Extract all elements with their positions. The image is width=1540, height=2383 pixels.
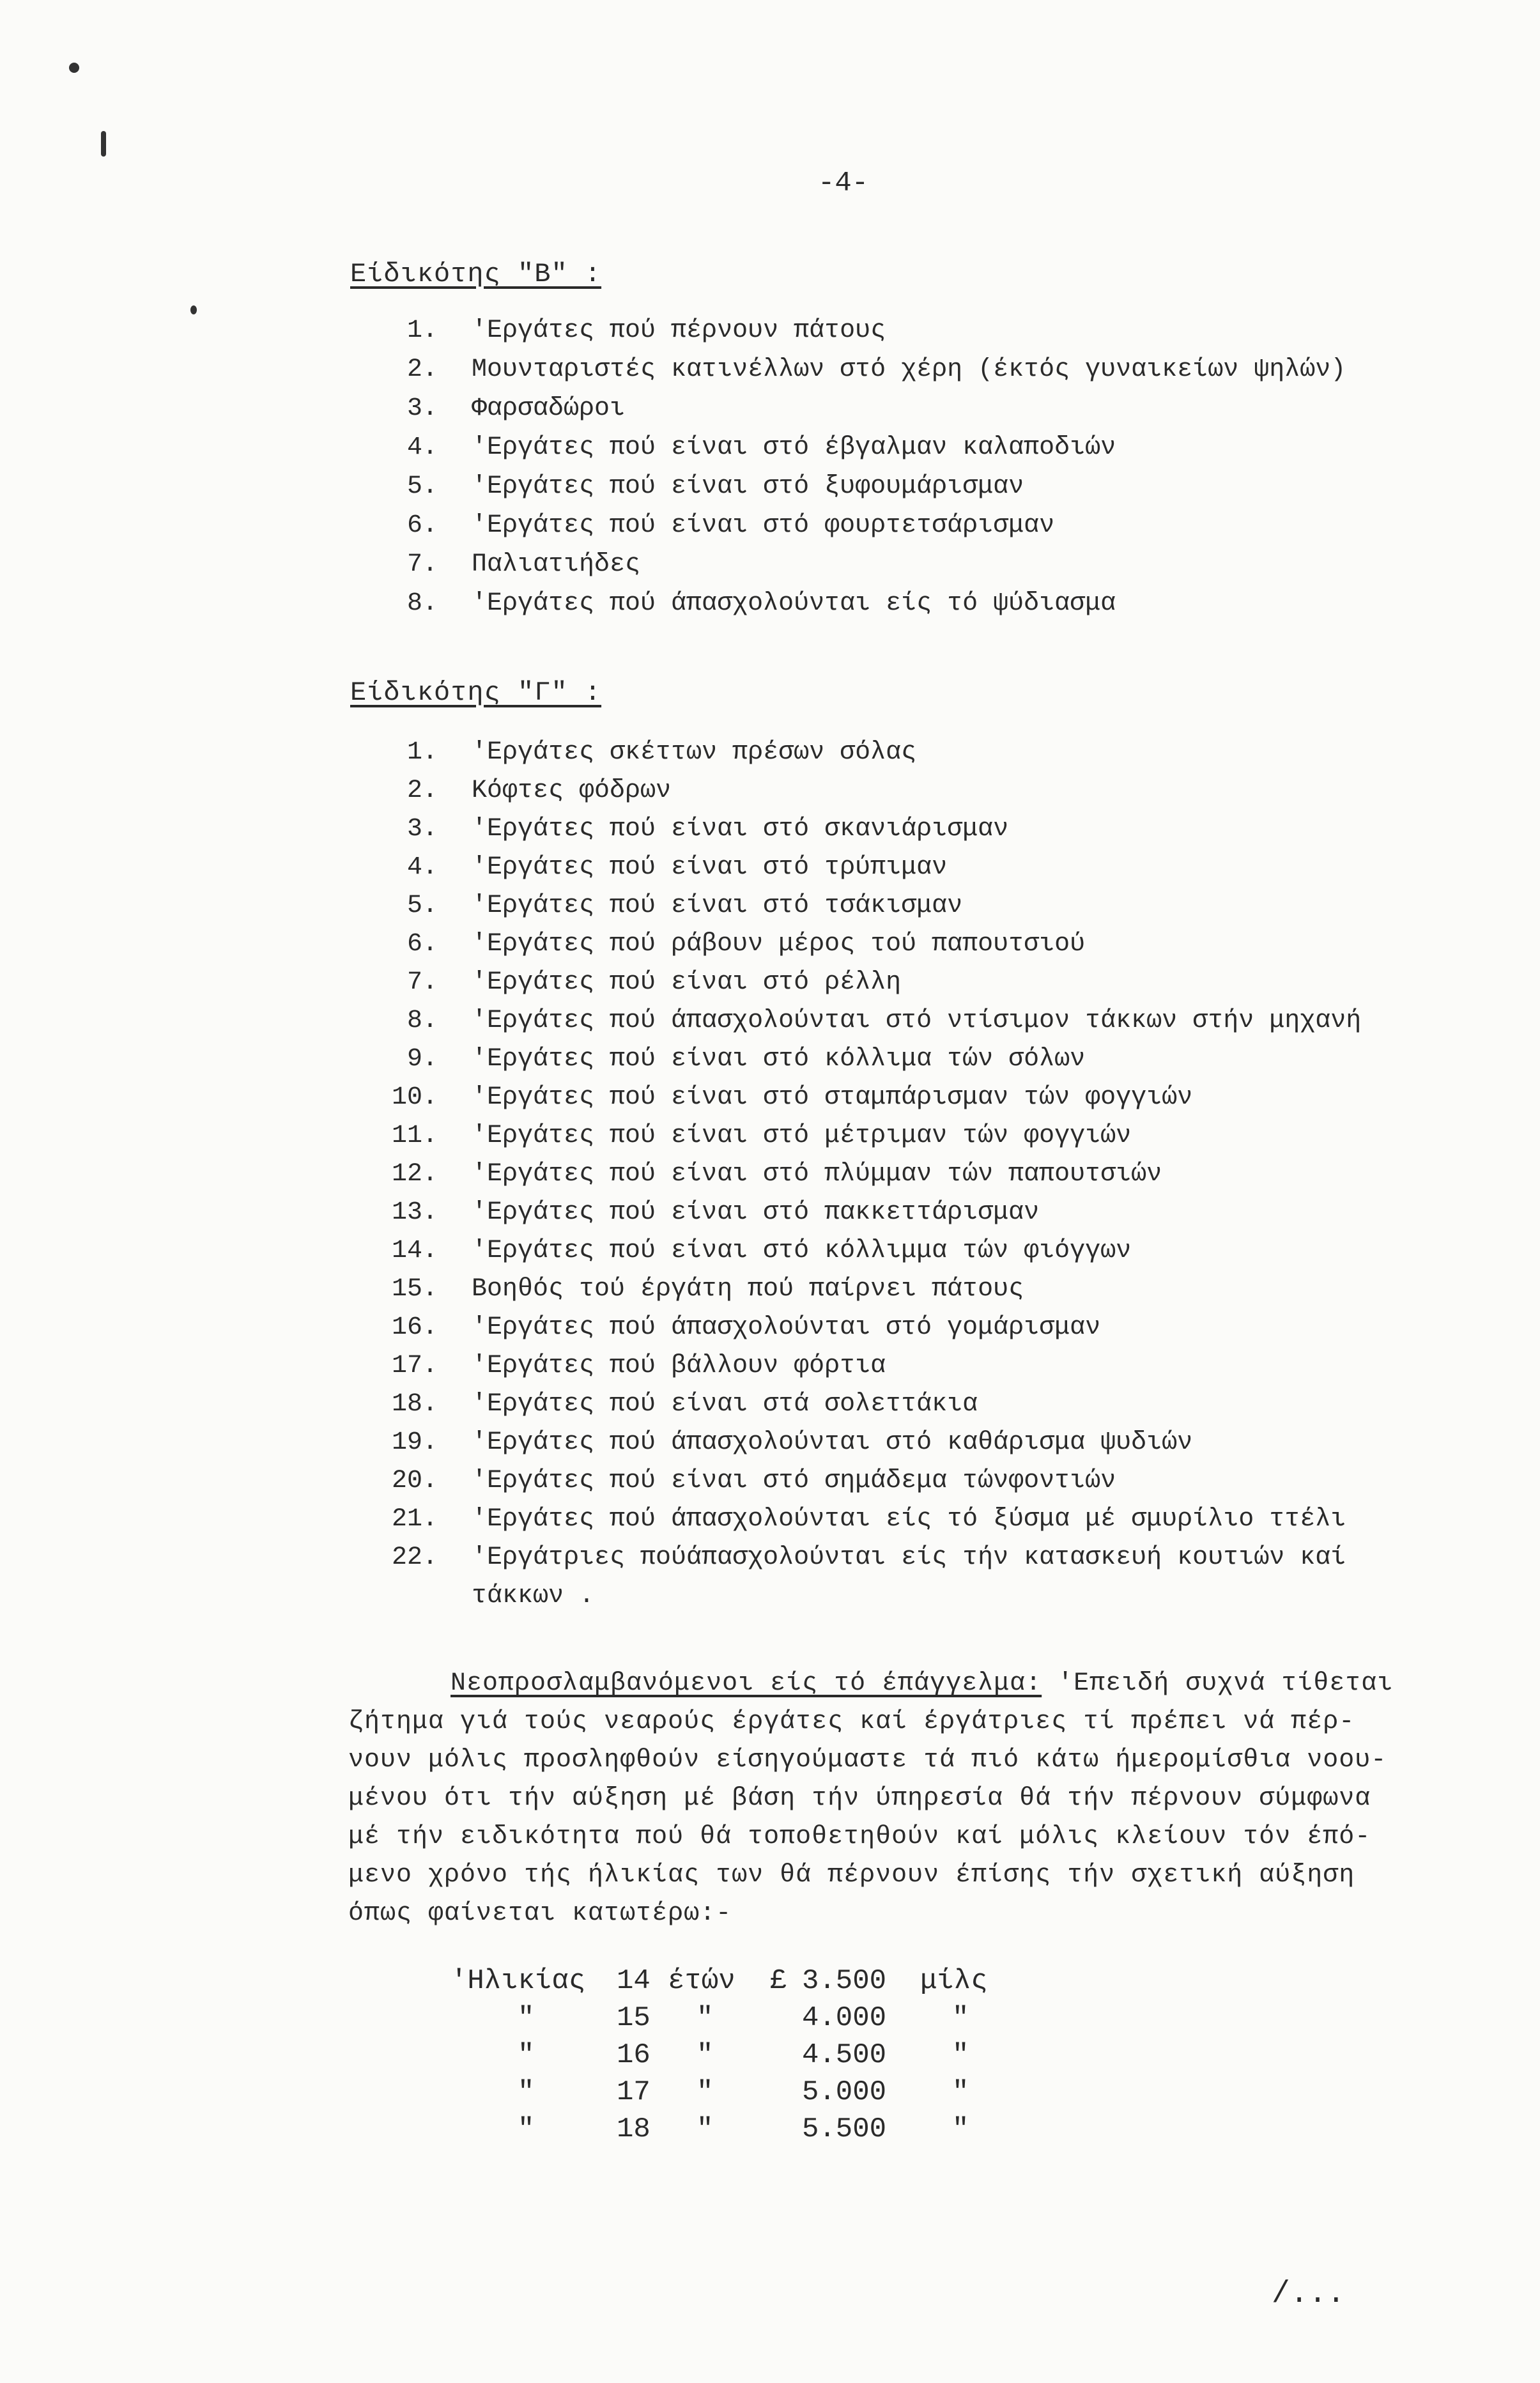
item-number: 14. xyxy=(391,1237,438,1265)
item-number: 1. xyxy=(406,738,438,767)
list-item xyxy=(0,776,1540,815)
item-number: 4. xyxy=(406,433,438,462)
list-item xyxy=(0,1352,1540,1390)
list-item xyxy=(0,1543,1540,1582)
item-text: 'Εργάτες πού άπασχολούνται στό γομάρισμαν xyxy=(472,1313,1101,1342)
item-number: 11. xyxy=(391,1122,438,1150)
item-text: 'Εργάτες πού είναι στό κόλλιμμα τών φιόγγων xyxy=(472,1237,1132,1265)
continuation-marker: /... xyxy=(1272,2277,1346,2311)
item-text: 'Εργάτες πού είναι στό πακκεττάρισμαν xyxy=(472,1198,1040,1227)
age-label: " xyxy=(518,2039,535,2071)
paragraph-line: μέ τήν ειδικότητα πού θά τοποθετηθούν καί μόλις κλείουν τόν έπό- xyxy=(348,1823,1371,1851)
paragraph-line: όπως φαίνεται κατωτέρω:- xyxy=(348,1899,732,1928)
item-number: 7. xyxy=(406,968,438,997)
item-text: 'Εργάτες πού είναι στό πλύμμαν τών παπουτσιών xyxy=(472,1160,1162,1189)
item-number: 8. xyxy=(406,589,438,618)
item-text: 'Εργάτες πού είναι στό μέτριμαν τών φογγιών xyxy=(472,1122,1132,1150)
mils-unit: " xyxy=(952,2113,969,2145)
item-text: 'Εργάτες πού είναι στό ξυφουμάρισμαν xyxy=(472,472,1024,501)
age-unit: " xyxy=(697,2039,714,2071)
item-text: Φαρσαδώροι xyxy=(472,394,626,423)
list-item xyxy=(0,815,1540,853)
list-item xyxy=(0,1467,1540,1505)
item-number: 10. xyxy=(391,1083,438,1112)
item-number: 2. xyxy=(406,355,438,384)
age-label: 'Ηλικίας xyxy=(450,1965,586,1997)
wage-amount: 4.500 xyxy=(802,2039,887,2071)
list-item xyxy=(0,1122,1540,1160)
item-number: 22. xyxy=(391,1543,438,1572)
item-number: 1. xyxy=(406,316,438,345)
age-value: 15 xyxy=(617,2002,651,2034)
mils-unit: μίλς xyxy=(920,1965,988,1997)
item-text: 'Εργάτες πού άπασχολούνται είς τό ξύσμα μέ σμυρίλιο ττέλι xyxy=(472,1505,1346,1534)
item-number: 21. xyxy=(391,1505,438,1534)
paragraph-lead-rest: 'Επειδή συχνά τίθεται xyxy=(1042,1669,1394,1698)
age-unit: " xyxy=(697,2002,714,2034)
list-item xyxy=(0,394,1540,433)
scan-speck xyxy=(101,131,106,157)
list-item xyxy=(0,1313,1540,1352)
list-item xyxy=(0,550,1540,589)
list-item xyxy=(0,433,1540,472)
mils-unit: " xyxy=(952,2002,969,2034)
item-number: 3. xyxy=(406,394,438,423)
scan-speck xyxy=(190,305,197,314)
item-text: 'Εργάτες πού βάλλουν φόρτια xyxy=(472,1352,886,1380)
wage-amount: 5.500 xyxy=(802,2113,887,2145)
wage-amount: 3.500 xyxy=(802,1965,887,1997)
item-number: 13. xyxy=(391,1198,438,1227)
item-text: 'Εργάτες πού είναι στό σκανιάρισμαν xyxy=(472,815,1009,844)
wage-amount: 5.000 xyxy=(802,2076,887,2108)
age-label: " xyxy=(518,2002,535,2034)
age-unit: έτών xyxy=(668,1965,735,1997)
age-label: " xyxy=(518,2076,535,2108)
list-item xyxy=(0,891,1540,930)
item-text: 'Εργάτες πού είναι στό ρέλλη xyxy=(472,968,902,997)
list-item xyxy=(0,1428,1540,1467)
item-number: 5. xyxy=(406,472,438,501)
list-item xyxy=(0,1006,1540,1045)
item-text: 'Εργάτες σκέττων πρέσων σόλας xyxy=(472,738,917,767)
item-number: 12. xyxy=(391,1160,438,1189)
list-item xyxy=(0,738,1540,776)
list-item xyxy=(0,1198,1540,1237)
item-text: 'Εργάτες πού άπασχολούνται είς τό ψύδιασμα xyxy=(472,589,1116,618)
age-value: 16 xyxy=(617,2039,651,2071)
item-text: 'Εργάτες πού άπασχολούνται στό καθάρισμα ψυδιών xyxy=(472,1428,1193,1457)
currency-symbol: £ xyxy=(770,1965,787,1997)
item-number: 19. xyxy=(391,1428,438,1457)
section-g-heading: Είδικότης "Γ" : xyxy=(350,677,602,708)
item-number: 6. xyxy=(406,511,438,540)
item-number: 6. xyxy=(406,930,438,959)
item-text: 'Εργάτες πού είναι στό σταμπάρισμαν τών φογγιών xyxy=(472,1083,1193,1112)
scan-speck xyxy=(69,63,79,73)
age-unit: " xyxy=(697,2113,714,2145)
age-value: 17 xyxy=(617,2076,651,2108)
list-item xyxy=(0,1237,1540,1275)
list-item xyxy=(0,1390,1540,1428)
item-number: 9. xyxy=(406,1045,438,1074)
item-number: 2. xyxy=(406,776,438,805)
paragraph-line: μένου ότι τήν αύξηση μέ βάση τήν ύπηρεσία θά τήν πέρνουν σύμφωνα xyxy=(348,1784,1371,1813)
page-number: -4- xyxy=(818,167,869,199)
list-item xyxy=(0,968,1540,1006)
item-text: 'Εργάτες πού ράβουν μέρος τού παπουτσιού xyxy=(472,930,1086,959)
mils-unit: " xyxy=(952,2039,969,2071)
list-item xyxy=(0,316,1540,355)
item-text: 'Εργάτες πού είναι στό φουρτετσάρισμαν xyxy=(472,511,1055,540)
item-number: 20. xyxy=(391,1467,438,1495)
list-item xyxy=(0,1045,1540,1083)
item-text: 'Εργάτες πού πέρνουν πάτους xyxy=(472,316,886,345)
item-text: 'Εργάτες πού είναι στά σολεττάκια xyxy=(472,1390,978,1419)
item-number: 3. xyxy=(406,815,438,844)
paragraph-line: ζήτημα γιά τούς νεαρούς έργάτες καί έργάτριες τί πρέπει νά πέρ- xyxy=(348,1708,1355,1736)
item-text: Παλιατιήδες xyxy=(472,550,641,579)
list-item xyxy=(0,1505,1540,1543)
item-number: 4. xyxy=(406,853,438,882)
item-text: 'Εργάτες πού άπασχολούνται στό ντίσιμον τάκκων στήν μηχανή xyxy=(472,1006,1362,1035)
item-number: 18. xyxy=(391,1390,438,1419)
list-item xyxy=(0,930,1540,968)
item-text: 'Εργάτες πού είναι στό κόλλιμα τών σόλων xyxy=(472,1045,1086,1074)
item-number: 8. xyxy=(406,1006,438,1035)
item-number: 15. xyxy=(391,1275,438,1304)
item-text: Βοηθός τού έργάτη πού παίρνει πάτους xyxy=(472,1275,1024,1304)
age-label: " xyxy=(518,2113,535,2145)
list-item xyxy=(0,853,1540,891)
item-text: τάκκων . xyxy=(472,1582,595,1610)
item-text: 'Εργάτες πού είναι στό έβγαλμαν καλαποδιών xyxy=(472,433,1116,462)
list-item xyxy=(0,1582,1540,1620)
list-item xyxy=(0,472,1540,511)
item-text: 'Εργάτες πού είναι στό σημάδεμα τώνφοντιών xyxy=(472,1467,1116,1495)
paragraph-line: νουν μόλις προσληφθούν είσηγούμαστε τά πιό κάτω ήμερομίσθια νοου- xyxy=(348,1746,1387,1775)
paragraph-line: μενο χρόνο τής ήλικίας των θά πέρνουν έπίσης τήν σχετική αύξηση xyxy=(348,1861,1355,1890)
list-item xyxy=(0,511,1540,550)
age-unit: " xyxy=(697,2076,714,2108)
age-value: 18 xyxy=(617,2113,651,2145)
item-text: 'Εργάτες πού είναι στό τρύπιμαν xyxy=(472,853,948,882)
mils-unit: " xyxy=(952,2076,969,2108)
age-value: 14 xyxy=(617,1965,651,1997)
wage-amount: 4.000 xyxy=(802,2002,887,2034)
item-text: Κόφτες φόδρων xyxy=(472,776,672,805)
item-text: 'Εργάτες πού είναι στό τσάκισμαν xyxy=(472,891,963,920)
item-number: 5. xyxy=(406,891,438,920)
list-item xyxy=(0,1275,1540,1313)
section-b-heading: Είδικότης "Β" : xyxy=(350,259,602,289)
list-item xyxy=(0,355,1540,394)
item-number: 7. xyxy=(406,550,438,579)
paragraph-lead: Νεοπροσλαμβανόμενοι είς τό έπάγγελμα: xyxy=(450,1669,1042,1698)
list-item xyxy=(0,1083,1540,1122)
list-item xyxy=(0,1160,1540,1198)
paragraph-first-line xyxy=(450,1669,1393,1698)
list-item xyxy=(0,589,1540,628)
item-text: 'Εργάτριες πούάπασχολούνται είς τήν κατασκευή κουτιών καί xyxy=(472,1543,1346,1572)
item-text: Μουνταριστές κατινέλλων στό χέρη (έκτός γυναικείων ψηλών) xyxy=(472,355,1346,384)
item-number: 17. xyxy=(391,1352,438,1380)
item-number: 16. xyxy=(391,1313,438,1342)
